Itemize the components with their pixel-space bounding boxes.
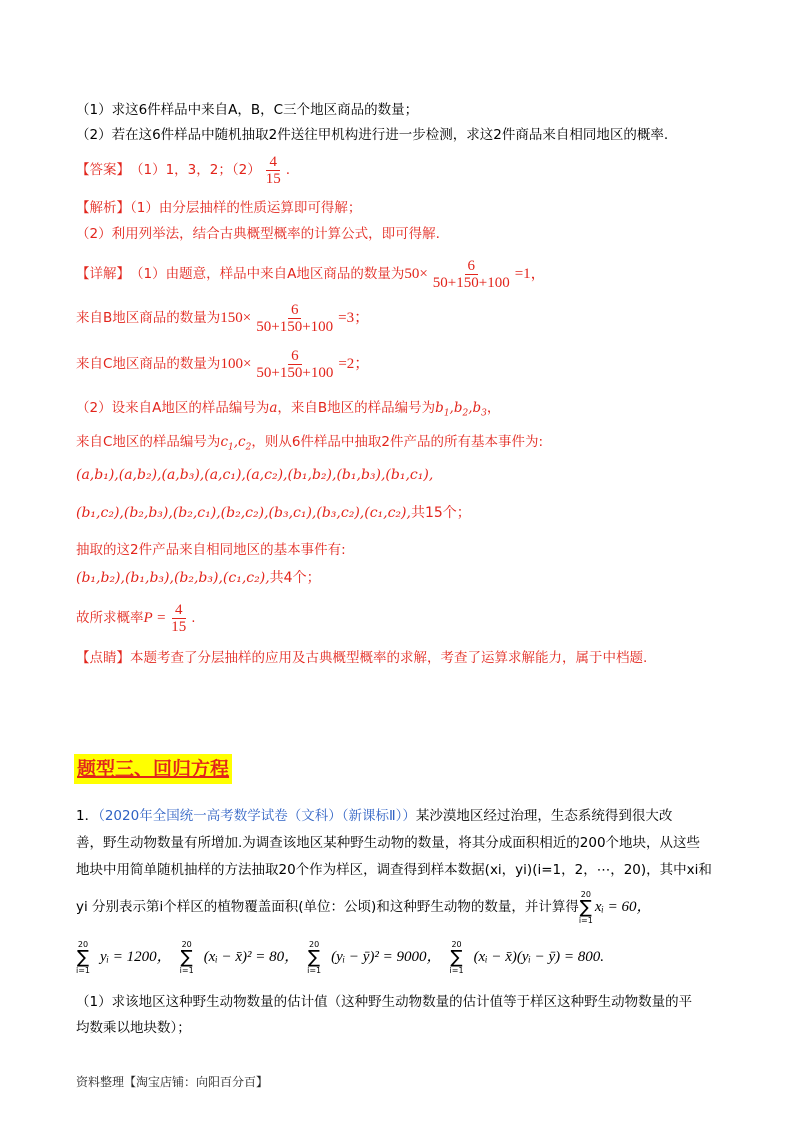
answer-frac-num: 4 [266, 154, 280, 171]
comment-line [76, 648, 647, 668]
events-row-2-list: (b₁,c₂),(b₂,b₃),(b₂,c₁),(b₂,c₂),(b₃,c₁),(b₃,c₂),(c₁,c₂), [76, 505, 411, 521]
sum-symbol [307, 940, 321, 975]
conclusion-frac-den: 15 [171, 618, 187, 635]
same-region-end: 共4个； [269, 570, 321, 586]
detail-part2-line2 [76, 432, 543, 458]
detail-b-text: 来自B地区商品的数量为 [76, 310, 221, 326]
answer-text: （1）1，3，2；（2） [130, 162, 261, 178]
problem2-line3: 地块中用简单随机抽样的方法抽取20个作为样区，调查得到样本数据(xi，yi)(i=1，2，⋯，20)，其中xi和 [76, 862, 712, 878]
part2-text-d: ，则从6件样品中抽取2件产品的所有基本事件为: [251, 434, 544, 450]
detail-a-frac-num: 6 [465, 258, 479, 275]
problem2-line4-text: yi 分别表示第i个样区的植物覆盖面积(单位：公顷)和这种野生动物的数量，并计算得 [76, 899, 579, 915]
sum-y: yᵢ = 1200， [100, 949, 172, 965]
conclusion-end: . [191, 610, 196, 626]
problem2-line2: 善，野生动物数量有所增加.为调查该地区某种野生动物的数量，将其分成面积相近的200个地块，从这些 [76, 835, 701, 851]
detail-tag: 【详解】 [76, 266, 130, 282]
sigma-icon: ∑ [579, 896, 592, 918]
section-title: 题型三、回归方程 [74, 754, 232, 784]
events-row-2-end: 共15个； [410, 505, 471, 521]
events-row-1: (a,b₁),(a,b₂),(a,b₃),(a,c₁),(a,c₂),(b₁,b₂),(b₁,b₃),(b₁,c₁), [76, 467, 434, 483]
problem2-sums [76, 938, 604, 976]
sum-top: 20 [451, 939, 462, 949]
comment-tag: 【点睛】 [76, 650, 130, 666]
detail-c-result: =2； [338, 356, 370, 372]
analysis-line-1 [76, 198, 361, 218]
vars-c: $c_1,c_2$ [220, 434, 252, 453]
sum-bottom: i=1 [76, 965, 91, 975]
detail-b-result: =3； [338, 310, 370, 326]
sum-symbol [180, 940, 194, 975]
sum-bottom: i=1 [307, 965, 322, 975]
page-footer: 资料整理【淘宝店铺：向阳百分百】 [76, 1075, 269, 1089]
detail-c-frac-num: 6 [288, 348, 302, 365]
analysis-line-2: （2）利用列举法，结合古典概型概率的计算公式，即可得解. [76, 226, 440, 242]
sum-symbol [450, 940, 464, 975]
question-1: （1）求这6件样品中来自A，B，C三个地区商品的数量； [76, 102, 419, 118]
answer-line [76, 152, 290, 188]
detail-b-fraction [253, 302, 336, 335]
part2-text-c: 来自C地区的样品编号为 [76, 434, 221, 450]
sum-yy: (yᵢ − ȳ)² = 9000， [331, 949, 442, 965]
answer-fraction [263, 154, 284, 187]
detail-line-a [76, 256, 546, 292]
sigma-icon: ∑ [180, 946, 193, 968]
problem2-line1-tail: 某沙漠地区经过治理，生态系统得到很大改 [415, 808, 673, 824]
detail-b-mult: 150× [220, 310, 252, 326]
sum-symbol [579, 890, 593, 925]
detail-c-mult: 100× [220, 356, 252, 372]
var-a: a [269, 400, 278, 416]
problem2-q1b: 均数乘以地块数）； [76, 1020, 191, 1036]
part2-text-b: ，来自B地区的样品编号为 [277, 400, 436, 416]
detail-b-frac-den: 50+150+100 [256, 318, 334, 335]
sum-top: 20 [181, 939, 192, 949]
detail-c-frac-den: 50+150+100 [256, 364, 334, 381]
detail-line-c [76, 346, 369, 382]
same-region-intro: 抽取的这2件产品来自相同地区的基本事件有: [76, 542, 346, 558]
conclusion-p: P = [143, 610, 167, 626]
problem2-line4 [76, 888, 652, 926]
answer-frac-den: 15 [265, 170, 281, 187]
comment-text: 本题考查了分层抽样的应用及古典概型概率的求解，考查了运算求解能力，属于中档题. [130, 650, 648, 666]
sum-bottom: i=1 [578, 915, 593, 925]
detail-a-text: （1）由题意，样品中来自A地区商品的数量为 [130, 266, 405, 282]
sum-top: 20 [309, 939, 320, 949]
analysis-tag: 【解析】 [76, 200, 130, 216]
detail-c-fraction [253, 348, 336, 381]
sum-xy: (xᵢ − x̄)(yᵢ − ȳ) = 800. [473, 949, 605, 965]
answer-end: . [285, 162, 290, 178]
same-region-row [76, 568, 321, 588]
conclusion-fraction [168, 602, 189, 635]
events-row-2 [76, 503, 471, 523]
detail-a-result: =1， [514, 266, 546, 282]
sigma-icon: ∑ [76, 946, 90, 968]
same-region-list: (b₁,b₂),(b₁,b₃),(b₂,b₃),(c₁,c₂), [76, 570, 270, 586]
sum-x: xᵢ = 60， [594, 899, 652, 915]
problem2-q1a: （1）求该地区这种野生动物数量的估计值（这种野生动物数量的估计值等于样区这种野生动物数量的平 [76, 994, 693, 1010]
problem2-source: （2020年全国统一高考数学试卷（文科）（新课标Ⅱ）） [98, 808, 416, 824]
question-2: （2）若在这6件样品中随机抽取2件送往甲机构进行进一步检测，求这2件商品来自相同地区的概率. [76, 127, 669, 143]
sum-top: 20 [77, 939, 89, 949]
detail-c-text: 来自C地区商品的数量为 [76, 356, 221, 372]
sigma-icon: ∑ [308, 946, 321, 968]
detail-b-frac-num: 6 [288, 302, 302, 319]
sum-symbol [76, 940, 90, 975]
problem2-num: 1． [76, 808, 99, 824]
detail-a-fraction [430, 258, 513, 291]
analysis-text-1: （1）由分层抽样的性质运算即可得解； [130, 200, 362, 216]
sum-top: 20 [580, 889, 591, 899]
sum-xx: (xᵢ − x̄)² = 80， [203, 949, 300, 965]
conclusion-frac-num: 4 [172, 602, 186, 619]
sum-bottom: i=1 [179, 965, 194, 975]
detail-a-frac-den: 50+150+100 [432, 274, 510, 291]
part2-text-a: （2）设来自A地区的样品编号为 [76, 400, 270, 416]
sum-bottom: i=1 [449, 965, 464, 975]
conclusion-line [76, 600, 196, 636]
vars-b: $b_1,b_2,b_3$ [435, 400, 487, 419]
conclusion-text: 故所求概率 [76, 610, 144, 626]
detail-part2-line1: （2）设来自A地区的样品编号为a，来自B地区的样品编号为$b_1,b_2,b_3$， [76, 400, 501, 419]
detail-line-b [76, 300, 369, 336]
detail-a-mult: 50× [404, 266, 428, 282]
sigma-icon: ∑ [450, 946, 463, 968]
answer-tag: 【答案】 [76, 162, 130, 178]
problem2-line1 [76, 806, 672, 826]
